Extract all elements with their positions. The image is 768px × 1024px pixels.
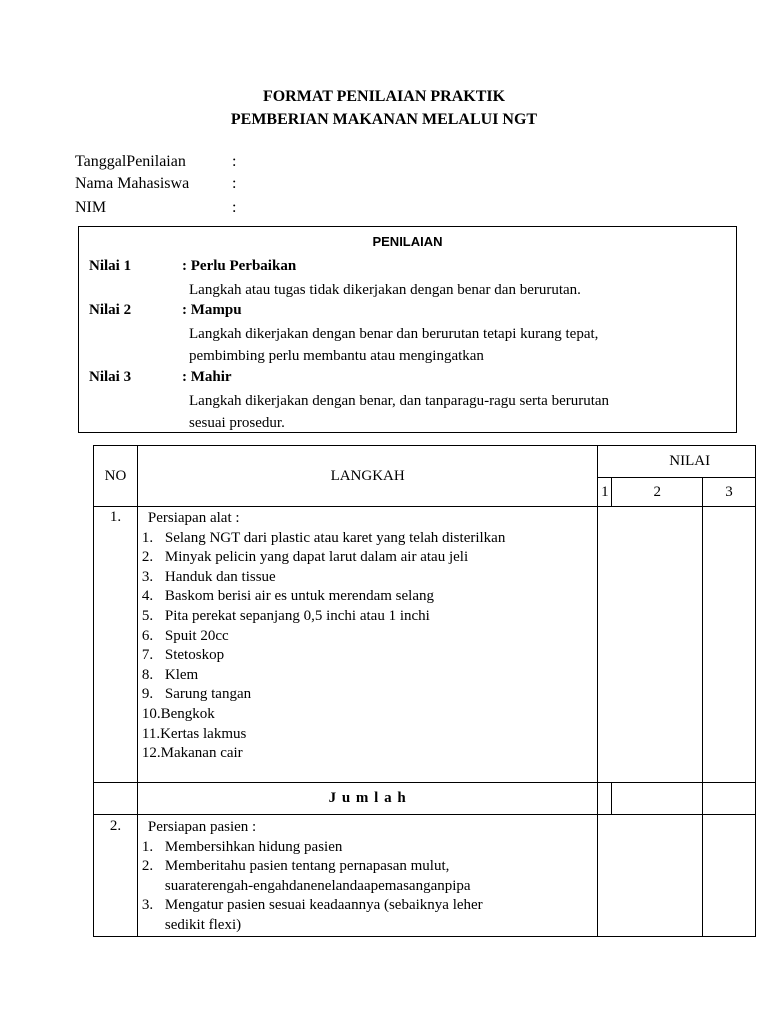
level-label: : Mahir xyxy=(182,369,232,385)
jumlah-label: J u m l a h xyxy=(137,783,598,815)
step-2-content xyxy=(137,815,598,937)
identity-row-nim xyxy=(75,199,236,217)
identity-sep: : xyxy=(232,153,237,170)
nilai-col-1: 1 xyxy=(598,478,612,507)
pasien-list xyxy=(142,838,598,936)
level-name: Nilai 3 xyxy=(89,369,132,385)
level-2 xyxy=(89,302,242,319)
header-row xyxy=(94,446,756,478)
nilai-col-3: 3 xyxy=(703,478,756,507)
jumlah-score-3[interactable] xyxy=(703,783,756,815)
desc-line: Langkah dikerjakan dengan benar dan berurutan tetapi kurang tepat, xyxy=(189,326,599,342)
step-1-content xyxy=(137,507,598,783)
list-item: 1. Membersihkan hidung pasien xyxy=(141,838,343,855)
list-item: 5. Pita perekat sepanjang 0,5 inchi atau 1 inchi xyxy=(141,607,430,624)
identity-row-name xyxy=(75,175,236,193)
identity-label: Nama Mahasiswa xyxy=(75,175,190,192)
level-name: Nilai 1 xyxy=(89,258,132,274)
list-item: 2. Memberitahu pasien tentang pernapasan mulut, xyxy=(141,858,450,875)
level-label: : Mampu xyxy=(182,302,242,318)
step-no: 1. xyxy=(94,507,138,783)
nilai-col-2: 2 xyxy=(612,478,703,507)
empty-cell xyxy=(94,783,138,815)
identity-sep: : xyxy=(232,175,237,192)
list-item: 10.Bengkok xyxy=(141,705,215,722)
list-item-cont: suaraterengah-engahdanenelandaapemasanganpipa xyxy=(164,877,471,894)
list-item: 12.Makanan cair xyxy=(141,745,243,762)
list-item: 8. Klem xyxy=(141,666,199,683)
step-title: Persiapan pasien : xyxy=(147,819,257,835)
list-item: 3. Handuk dan tissue xyxy=(141,568,276,585)
desc-line: sesuai prosedur. xyxy=(189,415,285,431)
identity-sep: : xyxy=(232,199,237,216)
identity-row-date xyxy=(75,153,236,171)
list-item: 9. Sarung tangan xyxy=(141,686,252,703)
col-no-header: NO xyxy=(94,446,138,507)
level-label: : Perlu Perbaikan xyxy=(182,258,297,274)
list-item: 4. Baskom berisi air es untuk merendam selang xyxy=(141,588,434,605)
identity-label: NIM xyxy=(75,199,107,216)
identity-label: TanggalPenilaian xyxy=(75,153,186,170)
step-2-row xyxy=(94,815,756,937)
penilaian-box xyxy=(78,226,737,433)
form-title-line1: FORMAT PENILAIAN PRAKTIK xyxy=(262,88,506,105)
list-item-cont: sedikit flexi) xyxy=(164,916,242,933)
col-nilai-header: NILAI xyxy=(598,446,756,478)
list-item: 6. Spuit 20cc xyxy=(141,627,229,644)
list-item: 7. Stetoskop xyxy=(141,647,225,664)
score-cell-3[interactable] xyxy=(703,815,756,937)
level-3 xyxy=(89,369,232,386)
list-item: 2. Minyak pelicin yang dapat larut dalam air atau jeli xyxy=(141,549,469,566)
step-no: 2. xyxy=(94,815,138,937)
score-cell-1-2[interactable] xyxy=(598,815,703,937)
jumlah-score-1[interactable] xyxy=(598,783,612,815)
desc-line: Langkah dikerjakan dengan benar, dan tanparagu-ragu serta berurutan xyxy=(189,393,610,409)
jumlah-score-2[interactable] xyxy=(612,783,703,815)
score-cell-1-2[interactable] xyxy=(598,507,703,783)
list-item: 1. Selang NGT dari plastic atau karet yang telah disterilkan xyxy=(141,529,506,546)
alat-list xyxy=(142,529,598,764)
step-1-row xyxy=(94,507,756,783)
level-1 xyxy=(89,258,296,275)
assessment-table xyxy=(93,445,756,937)
col-langkah-header: LANGKAH xyxy=(137,446,598,507)
desc-line: Langkah atau tugas tidak dikerjakan dengan benar dan berurutan. xyxy=(189,282,581,298)
score-cell-3[interactable] xyxy=(703,507,756,783)
form-title-line2: PEMBERIAN MAKANAN MELALUI NGT xyxy=(230,111,538,128)
level-3-desc xyxy=(189,390,609,434)
level-name: Nilai 2 xyxy=(89,302,132,318)
list-item: 3. Mengatur pasien sesuai keadaannya (sebaiknya leher xyxy=(141,897,483,914)
desc-line: pembimbing perlu membantu atau mengingatkan xyxy=(189,348,484,364)
step-title: Persiapan alat : xyxy=(147,510,240,526)
level-1-desc xyxy=(189,279,581,301)
penilaian-heading: PENILAIAN xyxy=(372,234,443,249)
level-2-desc xyxy=(189,323,598,367)
jumlah-row xyxy=(94,783,756,815)
list-item: 11.Kertas lakmus xyxy=(141,725,247,742)
